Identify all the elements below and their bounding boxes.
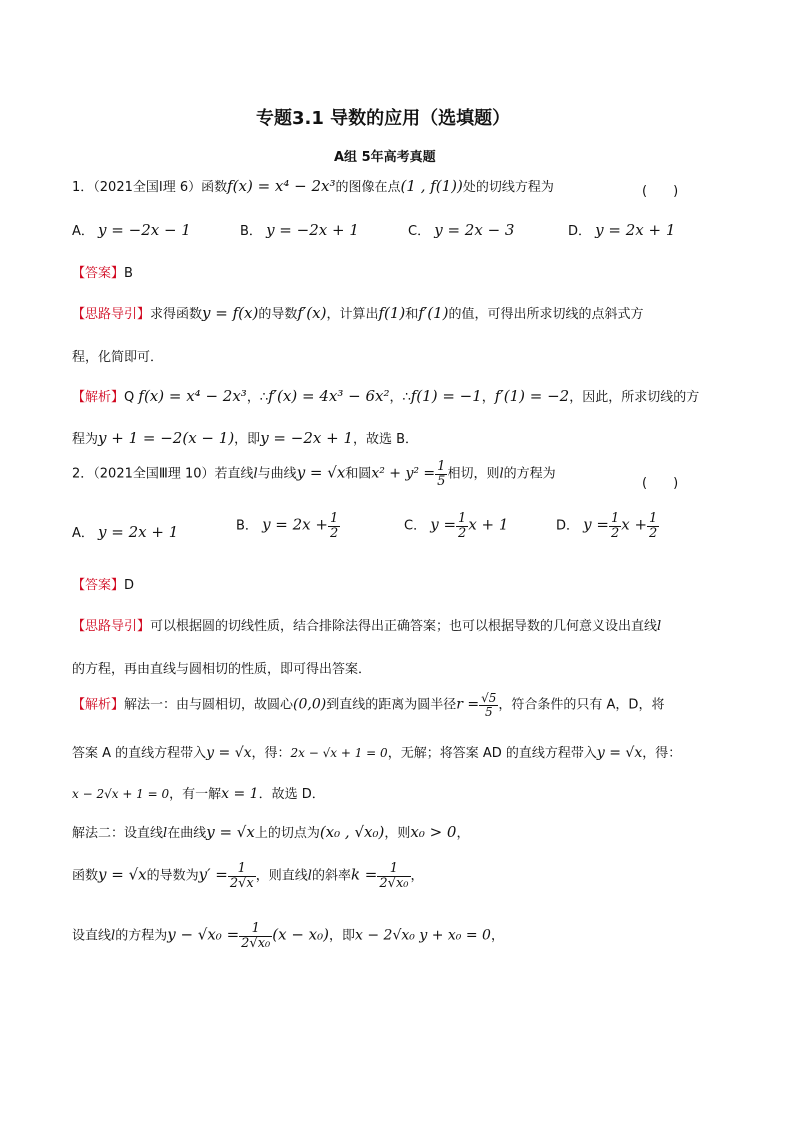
q2-solution-line-1: 【解析】解法一：由与圆相切，故圆心(0,0)到直线的距离为圆半径r = $\frac{√5}{5}$ ，符合条件的只有 A，D，将 xyxy=(72,691,665,719)
question-1-stem: 1．（2021全国Ⅰ理 6）函数f(x) = x⁴ − 2x³的图像在点(1 , f(1))处的切线方程为 xyxy=(72,177,554,195)
q2-guide-line-2: 的方程，再由直线与圆相切的性质，即可得出答案． xyxy=(72,662,372,677)
page-title: 专题3.1 导数的应用（选填题） xyxy=(256,108,511,129)
question-2-stem: 2．（2021全国Ⅲ理 10）若直线l与曲线y = √x和圆x² + y² = $\frac{1}{5}$ 相切，则l的方程为 xyxy=(72,459,556,489)
q2-guide-line-1: 【思路导引】可以根据圆的切线性质，结合排除法得出正确答案；也可以根据导数的几何意义设出直线l xyxy=(72,619,662,634)
answer-blank: ( ) xyxy=(642,184,679,199)
q2-method-2-line-3: 设直线l的方程为y − √x₀ = $\frac{1}{\text{2√x₀}}$ (x − x₀)，即x − 2√x₀ y + x₀ = 0， xyxy=(72,921,504,951)
q2-method-2-line-2: 函数y = √x的导数为y′ = $\frac{1}{2√x}$ ，则直线l的斜率k = $\frac{1}{\text{2√x₀}}$ ， xyxy=(72,861,424,891)
q1-option-d: D． y = 2x + 1 xyxy=(568,221,676,239)
q1-option-a: A． y = −2x − 1 xyxy=(72,221,191,239)
q2-option-c: C． y = $\frac{1}{2}$ x + 1 xyxy=(404,511,509,541)
q1-solution-line-2: 程为y + 1 = −2(x − 1)，即y = −2x + 1，故选 B． xyxy=(72,429,419,447)
q1-solution-line-1: 【解析】Q f(x) = x⁴ − 2x³，∴f′(x) = 4x³ − 6x²，∴f(1) = −1，f′(1) = −2，因此，所求切线的方 xyxy=(72,387,700,405)
q1-option-b: B． y = −2x + 1 xyxy=(240,221,359,239)
q1-answer: 【答案】B xyxy=(72,266,133,281)
answer-blank-2: ( ) xyxy=(642,476,679,491)
q2-option-b: B． y = 2x + $\frac{1}{2}$ xyxy=(236,511,339,541)
section-heading: A组 5年高考真题 xyxy=(334,150,436,165)
q2-answer: 【答案】D xyxy=(72,578,135,593)
q2-method-2-line-1: 解法二：设直线l在曲线y = √x上的切点为(x₀ , √x₀)，则x₀ > 0， xyxy=(72,823,470,841)
q1-option-c: C． y = 2x − 3 xyxy=(408,221,515,239)
q2-solution-line-2: 答案 A 的直线方程带入y = √x，得：2x − √x + 1 = 0，无解；将答案 AD 的直线方程带入y = √x，得： xyxy=(72,745,682,761)
q2-solution-line-3: x − 2√x + 1 = 0，有一解x = 1．故选 D． xyxy=(72,786,325,802)
q2-option-d: D． y = $\frac{1}{2}$ x + $\frac{1}{2}$ xyxy=(556,511,658,541)
q1-guide-line-2: 程，化简即可． xyxy=(72,350,164,365)
q1-guide-line-1: 【思路导引】求得函数y = f(x)的导数f′(x)，计算出f(1)和f′(1)的值，可得出所求切线的点斜式方 xyxy=(72,304,644,322)
q2-option-a: A． y = 2x + 1 xyxy=(72,523,179,541)
